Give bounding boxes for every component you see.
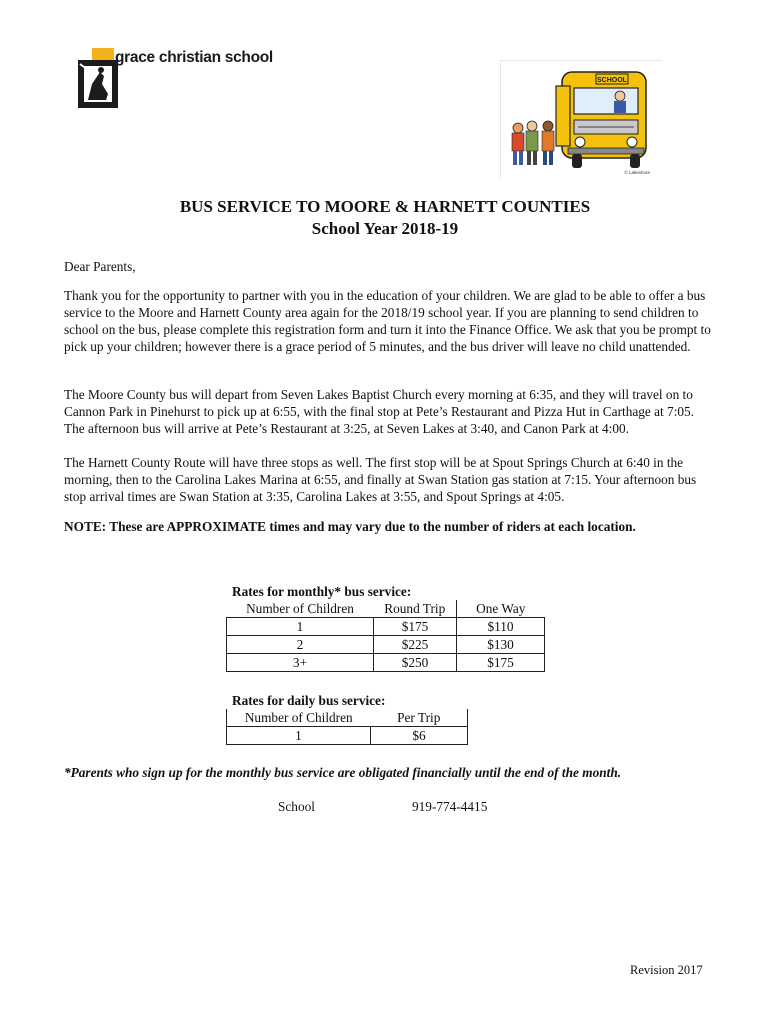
header-number-of-children: Number of Children xyxy=(227,600,374,618)
page-subtitle: School Year 2018-19 xyxy=(311,219,459,238)
table-header-row xyxy=(227,709,468,727)
cell-one-way: $110 xyxy=(457,618,545,636)
table-row xyxy=(227,727,468,745)
monthly-rates-caption: Rates for monthly* bus service: xyxy=(232,584,412,599)
cell-round-trip: $225 xyxy=(374,636,457,654)
illustration-credit: © Lakeshore xyxy=(624,170,650,175)
cell-children: 1 xyxy=(227,727,371,745)
monthly-rates-table xyxy=(226,600,545,672)
table-header-row xyxy=(227,600,545,618)
salutation: Dear Parents, xyxy=(64,259,136,274)
table-row xyxy=(227,618,545,636)
cell-children: 1 xyxy=(227,618,374,636)
paragraph-intro: Thank you for the opportunity to partner with you in the education of your children. We are glad to be able to offer a bus service to the Moore and Harnett County area again for the 2018/19 school year. If you are planning to send children to school on the bus, please complete this registration form and turn it into the Finance Office. We ask that you be prompt to pick up your children; however there is a grace period of 5 minutes, and the bus driver will leave no child unattended. xyxy=(64,288,711,354)
cell-children: 3+ xyxy=(227,654,374,672)
cell-per-trip: $6 xyxy=(371,727,468,745)
daily-rates-table xyxy=(226,709,468,745)
contact-phone: 919-774-4415 xyxy=(412,799,488,814)
paragraph-harnett-route: The Harnett County Route will have three stops as well. The first stop will be at Spout Springs Church at 6:40 in the morning, then to the Carolina Lakes Marina at 6:55, and finally at Swan Station gas station at 7:15. Your afternoon bus stop arrival times are Swan Station at 3:35, Carolina Lakes at 3:55, and Spout Springs at 4:05. xyxy=(64,455,697,504)
school-logo xyxy=(70,46,285,114)
monthly-obligation-footnote: *Parents who sign up for the monthly bus service are obligated financially until the end of the month. xyxy=(64,765,622,780)
table-row xyxy=(227,636,545,654)
header-number-of-children: Number of Children xyxy=(227,709,371,727)
header-one-way: One Way xyxy=(457,600,545,618)
page-title: BUS SERVICE TO MOORE & HARNETT COUNTIES xyxy=(179,197,591,216)
paragraph-moore-route: The Moore County bus will depart from Seven Lakes Baptist Church every morning at 6:35, and they will travel on to Cannon Park in Pinehurst to pick up at 6:55, with the final stop at Pete’s Restaurant and Pizza Hut in Carthage at 7:05. The afternoon bus will arrive at Pete’s Restaurant at 3:25, at Seven Lakes at 3:40, and Canon Park at 4:00. xyxy=(64,387,695,436)
cell-one-way: $175 xyxy=(457,654,545,672)
contact-label: School xyxy=(278,799,315,814)
cell-one-way: $130 xyxy=(457,636,545,654)
revision-label: Revision 2017 xyxy=(630,963,703,977)
school-bus-illustration xyxy=(500,60,662,178)
header-round-trip: Round Trip xyxy=(374,600,457,618)
cell-children: 2 xyxy=(227,636,374,654)
note-approximate-times: NOTE: These are APPROXIMATE times and may vary due to the number of riders at each location. xyxy=(64,519,636,534)
cell-round-trip: $250 xyxy=(374,654,457,672)
header-per-trip: Per Trip xyxy=(371,709,468,727)
school-name: grace christian school xyxy=(115,49,273,66)
bus-sign-text: SCHOOL xyxy=(597,77,627,84)
cell-round-trip: $175 xyxy=(374,618,457,636)
table-row xyxy=(227,654,545,672)
daily-rates-caption: Rates for daily bus service: xyxy=(232,693,386,708)
